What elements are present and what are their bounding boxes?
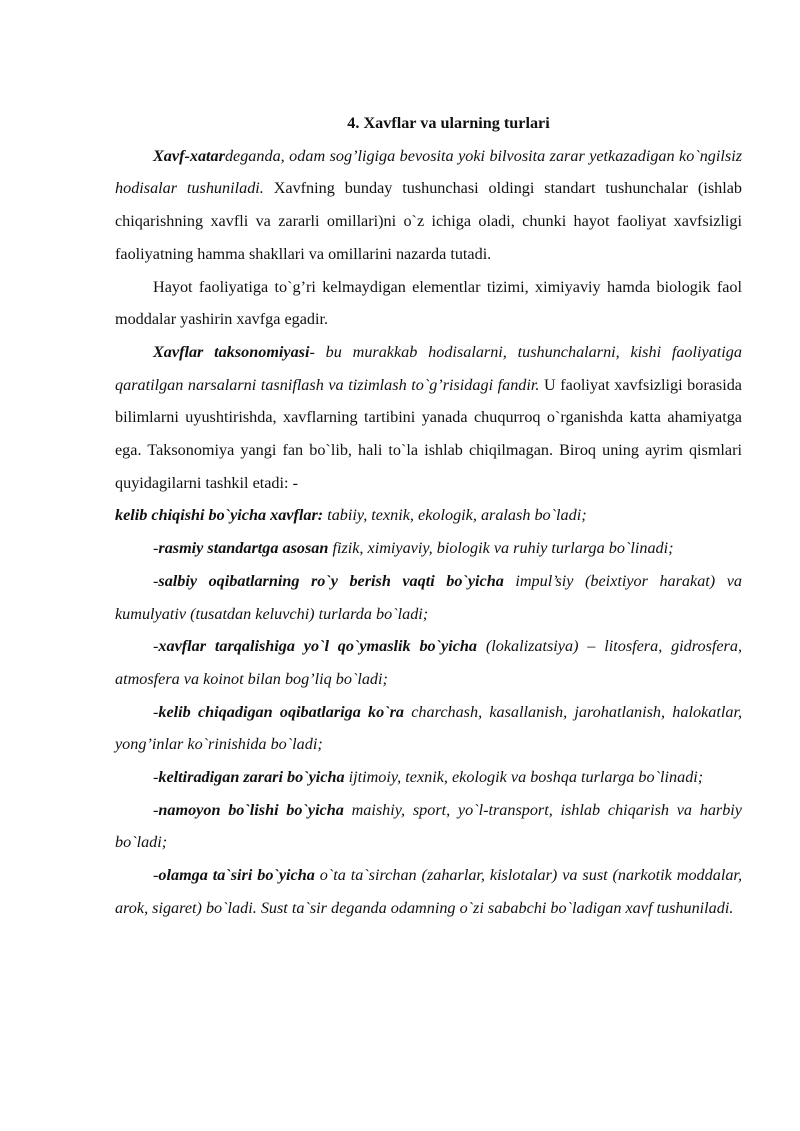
list-item: -keltiradigan zarari bo`yicha ijtimoiy, texnik, ekologik va boshqa turlarga bo`linadi;: [153, 768, 704, 787]
list-item: -xavflar tarqalishiga yo`l qo`ymaslik bo`yicha (lokalizatsiya) – litosfera, gidrosfera, atmosfera va koinot bilan bog’liq bo`ladi;: [115, 637, 742, 688]
paragraph-definition-xavf: [115, 140, 742, 271]
definition-xavf-xatar: deganda, odam sog’ligiga bevosita yoki bilvosita zarar yetkazadigan ko`ngilsiz hodisalar tushuniladi.: [115, 146, 742, 198]
term-xavf-xatar: Xavf-xatar: [153, 146, 225, 165]
definition-taxonomy: - bu murakkab hodisalarni, tushunchalarni, kishi faoliyatiga qaratilgan narsalarni tasniflash va tizimlash to`g’risidagi fandir.: [115, 342, 742, 394]
term-origin: kelib chiqishi bo`yicha xavflar:: [115, 506, 324, 525]
list-item-text: ijtimoiy, texnik, ekologik va boshqa turlarga bo`linadi;: [344, 768, 704, 787]
list-item: -namoyon bo`lishi bo`yicha maishiy, sport, yo`l-transport, ishlab chiqarish va harbiy bo`ladi;: [115, 800, 742, 852]
list-item-term: xavflar tarqalishiga yo`l qo`ymaslik bo`yicha: [158, 637, 478, 656]
term-taxonomy: Xavflar taksonomiyasi: [153, 342, 310, 361]
list-item-term: rasmiy standartga asosan: [158, 539, 329, 558]
paragraph-hidden-danger: Hayot faoliyatiga to`g’ri kelmaydigan elementlar tizimi, ximiyaviy hamda biologik faol moddalar yashirin xavfga egadir.: [115, 277, 742, 329]
paragraph-text: U faoliyat xavfsizligi borasida bilimlarni uyushtirishda, xavflarning tartibini yanada chuqurroq o`rganishda katta ahamiyatga ega. Taksonomiya yangi fan bo`lib, hali to`la ishlab chiqilmagan. Biroq uning ayrim qismlari quyidagilarni tashkil etadi: -: [115, 375, 742, 492]
list-item: -kelib chiqadigan oqibatlariga ko`ra charchash, kasallanish, jarohatlanish, halokatlar, yong’inlar ko`rinishida bo`ladi;: [115, 702, 742, 754]
list-item-text: o`ta ta`sirchan (zaharlar, kislotalar) va sust (narkotik moddalar, arok, sigaret) bo`ladi. Sust ta`sir deganda odamning o`zi sababchi bo`ladigan xavf tushuniladi.: [115, 866, 742, 917]
list-item-term: keltiradigan zarari bo`yicha: [158, 768, 345, 787]
list-item: -olamga ta`siri bo`yicha o`ta ta`sirchan (zaharlar, kislotalar) va sust (narkotik moddalar, arok, sigaret) bo`ladi. Sust ta`sir deganda odamning o`zi sababchi bo`ladigan xavf tushuniladi.: [115, 866, 742, 917]
list-item-text: charchash, kasallanish, jarohatlanish, halokatlar, yong’inlar ko`rinishida bo`ladi;: [115, 702, 742, 754]
list-item-text: fizik, ximiyaviy, biologik va ruhiy turlarga bo`linadi;: [328, 539, 674, 558]
list-item-term: namoyon bo`lishi bo`yicha: [158, 800, 344, 819]
list-item-term: salbiy oqibatlarning ro`y berish vaqti bo`yicha: [158, 571, 504, 590]
definition-origin: tabiiy, texnik, ekologik, aralash bo`ladi;: [323, 506, 587, 525]
section-title: 4. Xavflar va ularning turlari: [347, 114, 550, 132]
list-item: -rasmiy standartga asosan fizik, ximiyaviy, biologik va ruhiy turlarga bo`linadi;: [153, 539, 674, 558]
paragraph-text: Xavfning bunday tushunchasi oldingi standart tushunchalar (ishlab chiqarishning xavfli va zararli omillari)ni o`z ichiga oladi, chunki hayot faoliyat xavfsizligi faoliyatning hamma shakllari va omillarini nazarda tutadi.: [115, 179, 742, 263]
list-item-term: olamga ta`siri bo`yicha: [158, 866, 315, 885]
list-item-term: kelib chiqadigan oqibatlariga ko`ra: [158, 702, 405, 721]
document-page: [115, 107, 742, 925]
list-item-text: (lokalizatsiya) – litosfera, gidrosfera, atmosfera va koinot bilan bog’liq bo`ladi;: [115, 637, 742, 688]
list-item-text: impul’siy (beixtiyor harakat) va kumulyativ (tusatdan keluvchi) turlarda bo`ladi;: [115, 571, 743, 623]
list-item-text: maishiy, sport, yo`l-transport, ishlab chiqarish va harbiy bo`ladi;: [115, 800, 742, 852]
paragraph-taxonomy: [115, 336, 742, 532]
list-item: -salbiy oqibatlarning ro`y berish vaqti bo`yicha impul’siy (beixtiyor harakat) va kumulyativ (tusatdan keluvchi) turlarda bo`ladi;: [115, 571, 743, 623]
